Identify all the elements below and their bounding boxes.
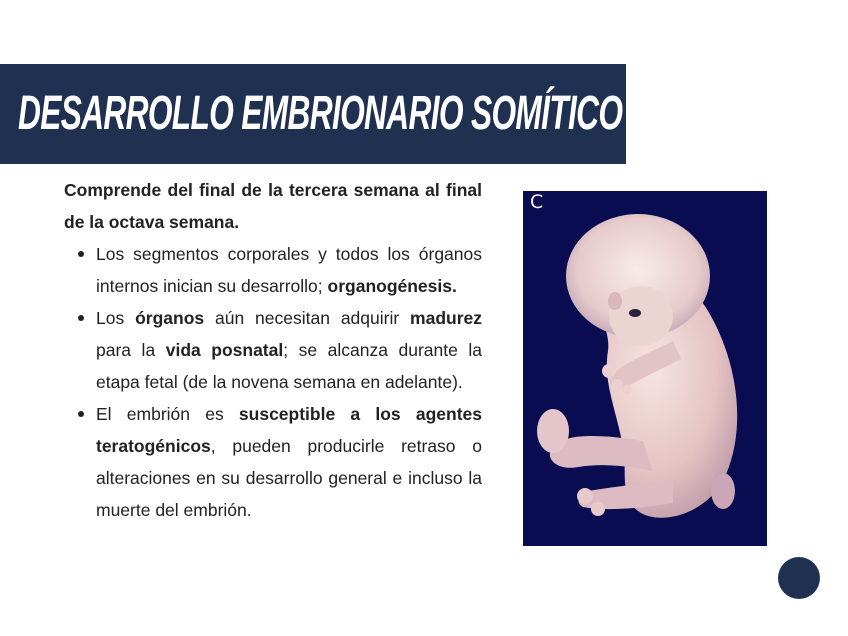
embryo-illustration [523, 191, 767, 546]
decorative-circle [778, 557, 820, 599]
bullet-text: El embrión es [96, 404, 239, 424]
bullet-text-bold: órganos [135, 308, 205, 328]
bullet-text: , pueden producirle retraso o alteraciones en su desarrollo general e incluso la muerte del embrión. [96, 436, 482, 520]
photo-label: C [530, 191, 544, 213]
bullet-dot-icon [78, 315, 84, 321]
bullet-text: Los [96, 308, 136, 328]
bullet-text-bold: vida posnatal [165, 340, 284, 360]
title-banner [0, 64, 626, 164]
embryo-photo [523, 191, 767, 546]
body-text [64, 174, 482, 526]
slide-title: DESARROLLO EMBRIONARIO SOMÍTICO [18, 87, 623, 140]
bullet-dot-icon [78, 251, 84, 257]
intro-paragraph: Comprende del final de la tercera semana al final de la octava semana. [64, 180, 482, 232]
bullet-dot-icon [78, 411, 84, 417]
bullet-item [64, 398, 482, 526]
bullet-text: para la [96, 340, 166, 360]
bullet-text: aún necesitan adquirir [204, 308, 411, 328]
bullet-list [64, 238, 482, 526]
bullet-text: Los segmentos corporales y todos los órganos internos inician su desarrollo; [96, 244, 482, 296]
bullet-text-bold: susceptible a los agentes teratogénicos [96, 404, 483, 456]
bullet-text-bold: madurez [410, 308, 483, 328]
bullet-item [64, 302, 482, 398]
bullet-text-bold: organogénesis. [327, 276, 457, 296]
bullet-text: ; se alcanza durante la etapa fetal (de la novena semana en adelante). [96, 340, 482, 392]
bullet-item [64, 238, 482, 302]
